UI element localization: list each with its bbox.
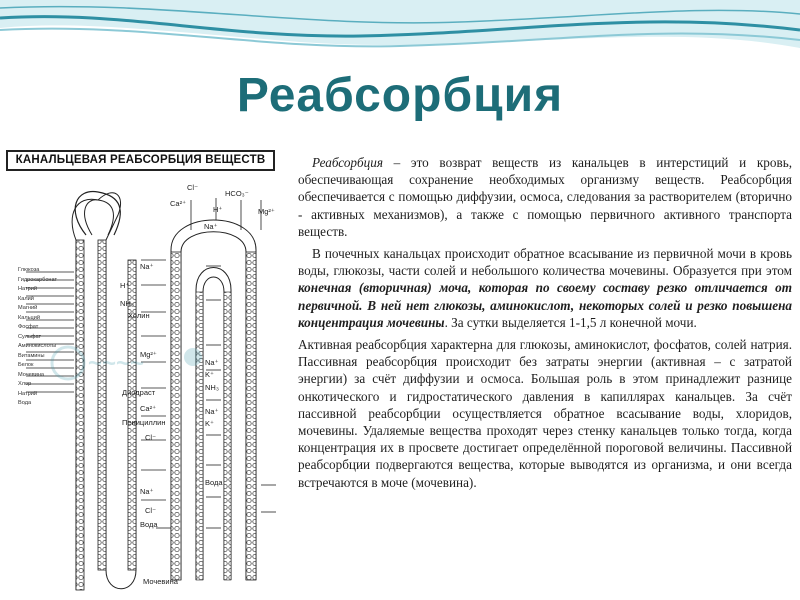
label-nh3: NH₃ <box>205 383 219 392</box>
label-cl: Cl⁻ <box>145 506 157 515</box>
label-k: K⁺ <box>205 370 214 379</box>
side-label: Глюкоза <box>18 267 40 273</box>
side-label: Кальций <box>18 314 41 321</box>
label-h: H⁺ <box>213 205 223 214</box>
text-span: . За сутки выделяется 1-1,5 л конечной мочи. <box>444 314 697 330</box>
label-hco3: HCO₃⁻ <box>225 189 249 198</box>
body-text <box>298 154 792 496</box>
side-label: Белок <box>18 362 34 368</box>
side-label: Фосфат <box>18 324 39 330</box>
label-mg: Mg²⁺ <box>258 207 275 216</box>
term-reabsorption: Реабсорбция <box>312 155 383 170</box>
side-label: Гидрокарбонат <box>18 276 58 283</box>
label-na: Na⁺ <box>140 262 154 271</box>
label-ca: Ca²⁺ <box>140 404 157 413</box>
label-na: Na⁺ <box>205 358 219 367</box>
side-label: Натрий <box>18 390 37 397</box>
emphasis-text: конечная (вторичная) моча, которая по своему составу резко отличается от первичной. В ней нет глюкозы, аминокислот, некоторых солей и резко повышена концентрация мочевины <box>298 280 792 330</box>
side-label: Витамины <box>18 352 45 359</box>
label-k: K⁺ <box>205 419 214 428</box>
label-ca: Ca²⁺ <box>170 199 187 208</box>
label-diodrast: Диодраст <box>122 388 156 397</box>
side-label: Сульфат <box>18 333 42 340</box>
watermark-logo <box>48 343 208 383</box>
side-label: Мочевина <box>18 371 45 378</box>
label-na: Na⁺ <box>204 222 218 231</box>
definition-text: – это возврат веществ из канальцев в интерстиций и кровь, обеспечивающая сохранение необходимых организму веществ. Реабсорбция обеспечивается с помощью диффузии, осмоса, следования за растворителем (вторично - активных механизмов), а также с помощью первичного активного транспорта веществ. <box>298 155 792 239</box>
side-label: Аминокислоты <box>18 343 57 349</box>
label-water: Вода <box>140 520 158 529</box>
label-urea: Мочевина <box>143 577 178 586</box>
label-mg: Mg²⁺ <box>140 350 157 359</box>
label-water: Вода <box>205 478 223 487</box>
label-na: Na⁺ <box>205 407 219 416</box>
label-cl: Cl⁻ <box>145 433 157 442</box>
paragraph-active-passive: Активная реабсорбция характерна для глюкозы, аминокислот, фосфатов, солей натрия. Пассивная реабсорбция происходит без затраты энергии (активная – с затратой энергии) за счёт диффузии и осмоса. Большая роль в этом принадлежит разнице онкотического и гидростатического давления в капиллярах канальцев. За счёт пассивной реабсорбции осуществляется обратное всасывание воды, хлоридов, мочевины. Удаляемые вещества проходят через стенку канальцев только тогда, когда концентрация их в просвете достигает определённой пороговой величины. Пассивной реабсорбции подвергаются вещества, которые выводятся из организма, и они всегда встречаются в моче (мочевина). <box>298 337 792 490</box>
side-labels <box>18 266 78 409</box>
svg-text:~~~~: ~~~~ <box>88 350 145 377</box>
side-label: Вода <box>18 400 32 406</box>
text-span: В почечных канальцах происходит обратное всасывание из первичной мочи в кровь воды, глюкозы, части солей и небольшого количества мочевины. Образуется при этом <box>298 246 792 279</box>
side-label: Калий <box>18 295 34 302</box>
side-label: Хлор <box>18 381 32 387</box>
side-label: Натрий <box>18 286 37 292</box>
slide-title: Реабсорбция <box>236 69 564 122</box>
label-na: Na⁺ <box>140 487 154 496</box>
label-choline: Холин <box>128 311 150 320</box>
label-h: H⁺ <box>120 281 130 290</box>
label-nh3: NH₃ <box>120 299 134 308</box>
paragraph-secondary-urine <box>298 245 792 331</box>
paragraph-definition <box>298 154 792 240</box>
label-cl: Cl⁻ <box>187 183 199 192</box>
figure-title: КАНАЛЬЦЕВАЯ РЕАБСОРБЦИЯ ВЕЩЕСТВ <box>6 150 275 171</box>
label-penicillin: Пенициллин <box>122 418 166 427</box>
side-label: Магний <box>18 305 38 311</box>
